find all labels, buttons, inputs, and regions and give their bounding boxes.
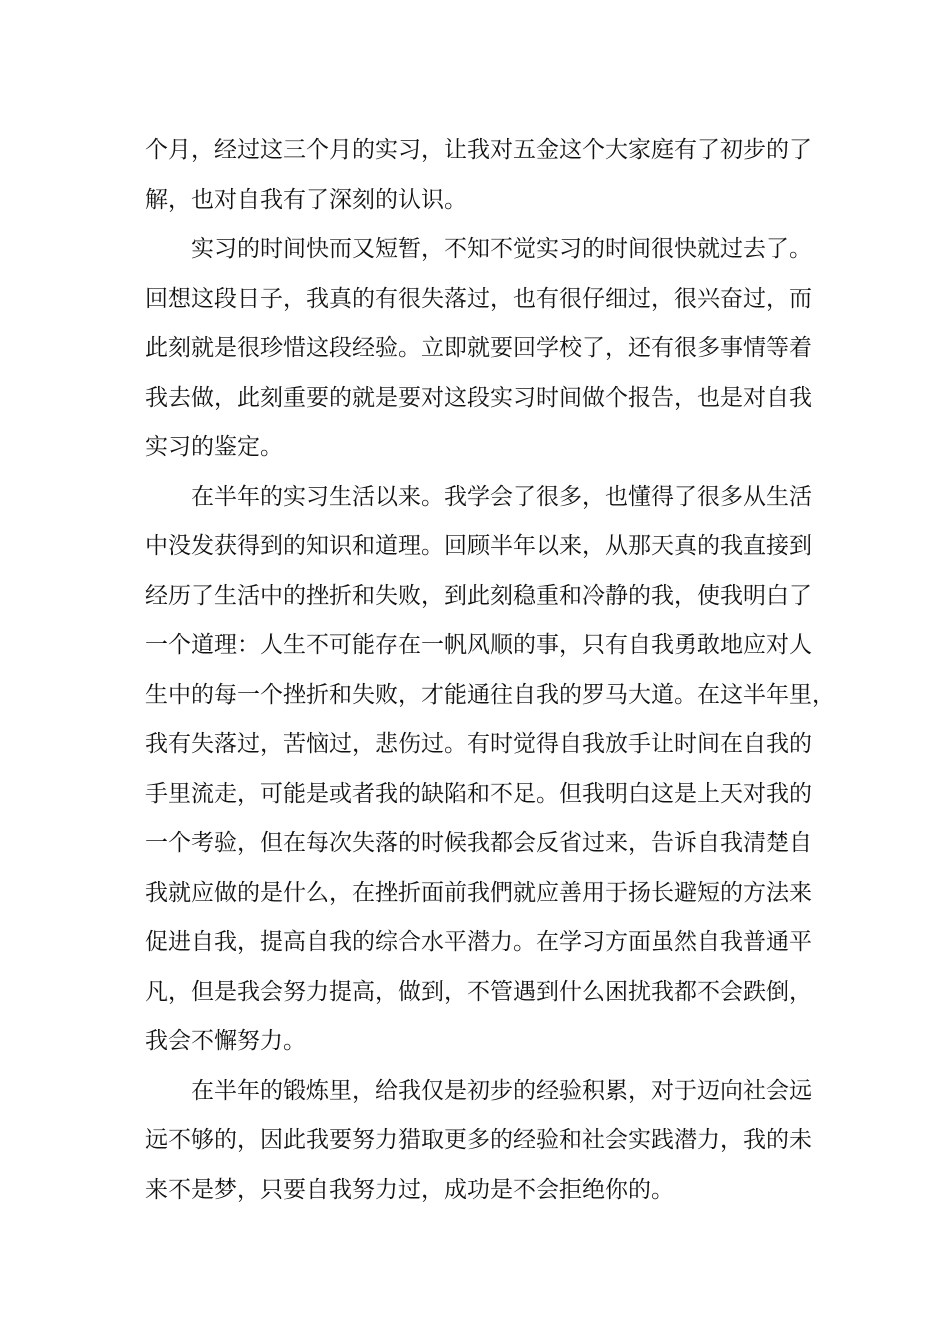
text-line: 凡，但是我会努力提高，做到，不管遇到什么困扰我都不会跌倒，: [145, 978, 812, 1005]
paragraph: [145, 126, 825, 225]
document-body: [145, 126, 835, 1215]
text-line: 实习的时间快而又短暂，不知不觉实习的时间很快就过去了。: [191, 236, 812, 262]
text-line: 在半年的实习生活以来。我学会了很多，也懂得了很多从生活: [191, 483, 812, 510]
text-line: 手里流走，可能是或者我的缺陷和不足。但我明白这是上天对我的: [145, 780, 812, 807]
text-line: 个月，经过这三个月的实习，让我对五金这个大家庭有了初步的了: [145, 137, 812, 163]
text-line: 我就应做的是什么，在挫折面前我們就应善用于扬长避短的方法来: [145, 879, 812, 906]
text-line: 我去做，此刻重要的就是要对这段实习时间做个报告，也是对自我: [145, 384, 812, 411]
text-line: 远不够的，因此我要努力猎取更多的经验和社会实践潜力，我的未: [145, 1127, 812, 1153]
text-line: 实习的鉴定。: [145, 434, 283, 460]
text-line: 中没发获得到的知识和道理。回顾半年以来，从那天真的我直接到: [145, 533, 812, 559]
text-line: 我有失落过，苦恼过，悲伤过。有时觉得自我放手让时间在自我的: [145, 731, 812, 757]
paragraph: [145, 473, 835, 1067]
text-line: 此刻就是很珍惜这段经验。立即就要回学校了，还有很多事情等着: [145, 335, 812, 361]
text-line: 促进自我，提高自我的综合水平潜力。在学习方面虽然自我普通平: [145, 929, 812, 955]
paragraph: [145, 1067, 825, 1216]
text-line: 我会不懈努力。: [145, 1028, 306, 1054]
text-line: 在半年的锻炼里，给我仅是初步的经验积累，对于迈向社会远: [191, 1077, 812, 1104]
paragraph: [145, 225, 825, 473]
text-line: 一个考验，但在每次失落的时候我都会反省过来，告诉自我清楚自: [145, 830, 812, 856]
text-line: 来不是梦，只要自我努力过，成功是不会拒绝你的。: [145, 1176, 674, 1203]
text-line: 一个道理：人生不可能存在一帆风顺的事，只有自我勇敢地应对人: [145, 632, 812, 658]
text-line: 生中的每一个挫折和失败，才能通往自我的罗马大道。在这半年里，: [145, 681, 835, 708]
text-line: 经历了生活中的挫折和失败，到此刻稳重和冷静的我，使我明白了: [145, 582, 812, 609]
text-line: 解，也对自我有了深刻的认识。: [145, 186, 467, 213]
text-line: 回想这段日子，我真的有很失落过，也有很仔细过，很兴奋过，而: [145, 285, 812, 312]
